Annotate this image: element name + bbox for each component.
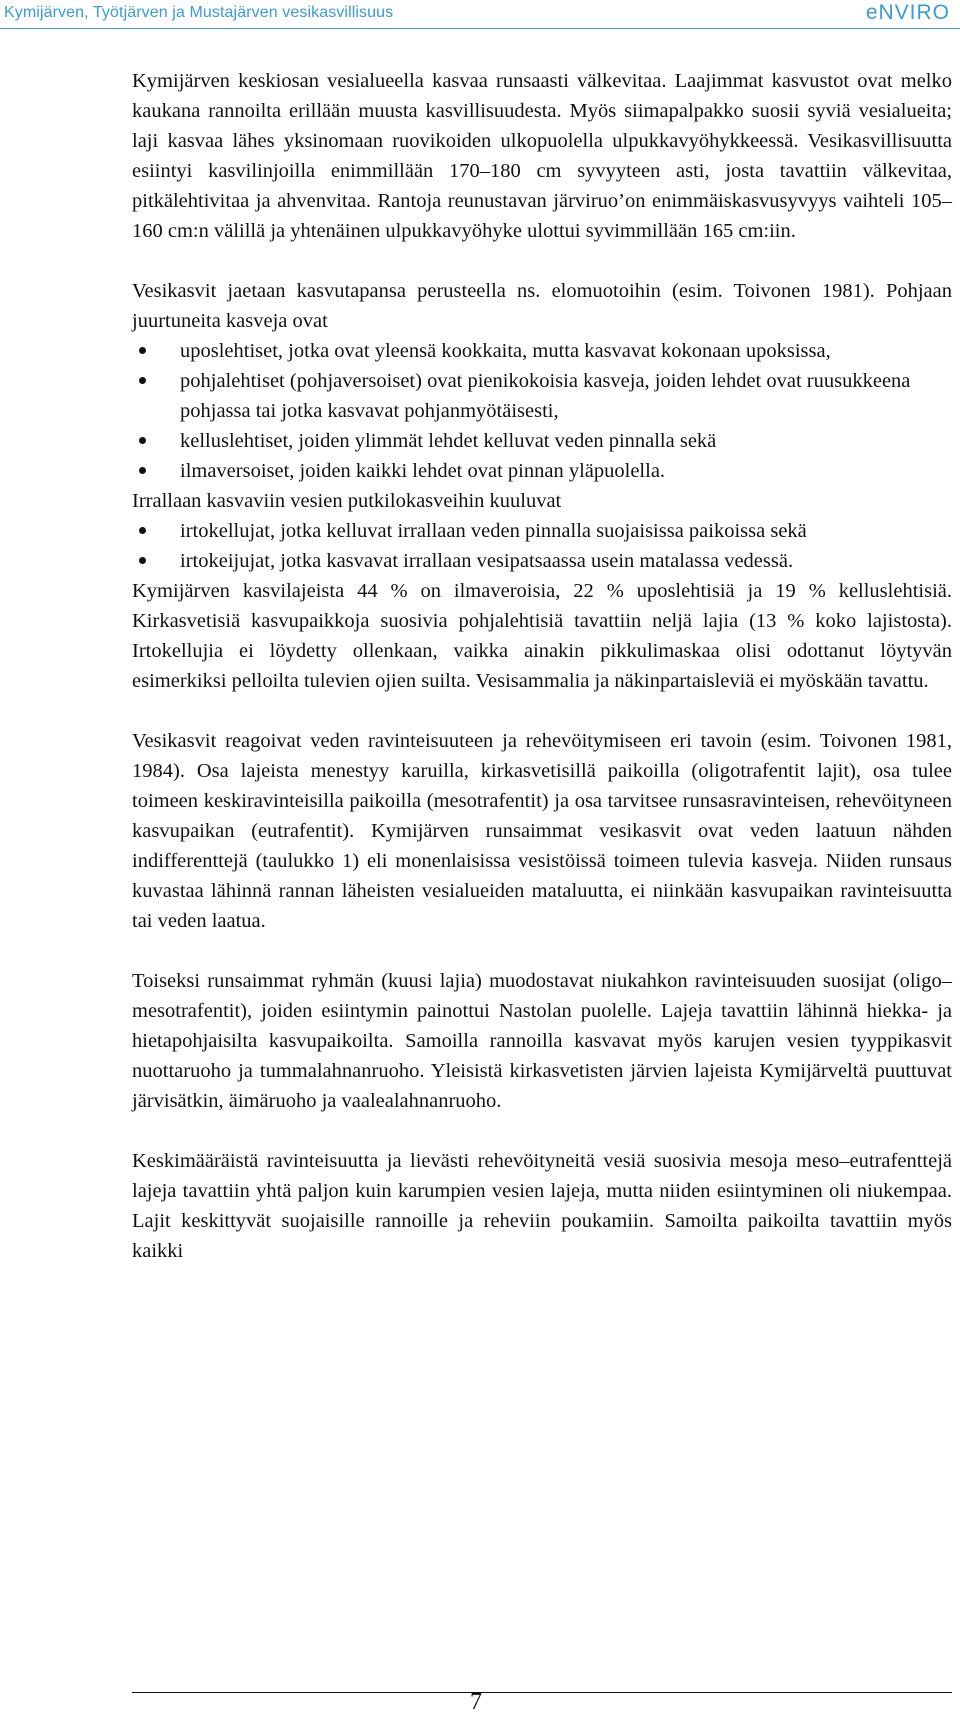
paragraph-1: Kymijärven keskiosan vesialueella kasvaa runsaasti välkevitaa. Laajimmat kasvustot ovat melko kaukana rannoilta erillään muusta kasvillisuudesta. Myös siimapalpakko suosii syviä vesialueita; laji kasvaa lähes yksinomaan ruovikoiden ulkopuolella ulpukkavyöhykkeessä. Vesikasvillisuutta esiintyi kasvilinjoilla enimmillään 170–180 cm syvyyteen asti, josta tavattiin välkevitaa, pitkälehtivitaa ja ahvenvitaa. Rantoja reunustavan järviruo’on enimmäiskasvusyvyys vaihteli 105–160 cm:n välillä ja yhtenäinen ulpukkavyöhyke ulottui syvimmillään 165 cm:iin.	[132, 70, 952, 242]
header-title: Kymijärven, Työtjärven ja Mustajärven vesikasvillisuus	[4, 4, 394, 21]
document-body	[132, 66, 952, 1266]
paragraph-7: Keskimääräistä ravinteisuutta ja lievästi rehevöityneitä vesiä suosivia mesoja meso–eutrafenttejä lajeja tavattiin yhtä paljon kuin karumpien vesien lajeja, mutta niiden esiintyminen oli niukempaa. Lajit keskittyvät suojaisille rannoille ja reheviin poukamiin. Samoilta paikoilta tavattiin myös kaikki	[132, 1150, 952, 1262]
paragraph-6: Toiseksi runsaimmat ryhmän (kuusi lajia) muodostavat niukahkon ravinteisuuden suosijat (oligo–mesotrafentit), joiden esiintymin painottui Nastolan puolelle. Lajeja tavattiin lähinnä hiekka- ja hietapohjaisilta kasvupaikoilta. Samoilla rannoilla kasvavat myös karujen vesien tyyppikasvit nuottaruoho ja tummalahnanruoho. Yleisistä kirkasvetisten järvien lajeista Kymijärveltä puuttuvat järvisätkin, äimäruoho ja vaalealahnanruoho.	[132, 970, 952, 1112]
list-item: pohjalehtiset (pohjaversoiset) ovat pienikokoisia kasveja, joiden lehdet ovat ruusukkeena pohjassa tai jotka kasvavat pohjanmyötäisesti,	[132, 366, 952, 426]
rooted-plants-list	[132, 336, 952, 486]
paragraph-2: Vesikasvit jaetaan kasvutapansa perusteella ns. elomuotoihin (esim. Toivonen 1981). Pohjaan juurtuneita kasveja ovat	[132, 280, 952, 332]
page-number: 7	[470, 1689, 482, 1715]
enviro-logo: eNVIRO	[865, 1, 950, 24]
list-item: ilmaversoiset, joiden kaikki lehdet ovat pinnan yläpuolella.	[132, 456, 952, 486]
footer-divider	[132, 1692, 952, 1693]
list-item: irtokeijujat, jotka kasvavat irrallaan vesipatsaassa usein matalassa vedessä.	[132, 546, 952, 576]
list-item: uposlehtiset, jotka ovat yleensä kookkaita, mutta kasvavat kokonaan upoksissa,	[132, 336, 952, 366]
header-divider	[0, 28, 960, 29]
page-header	[0, 0, 960, 30]
paragraph-5: Vesikasvit reagoivat veden ravinteisuuteen ja rehevöitymiseen eri tavoin (esim. Toivonen 1981, 1984). Osa lajeista menestyy karuilla, kirkasvetisillä paikoilla (oligotrafentit lajit), osa tulee toimeen keskiravinteisilla paikoilla (mesotrafentit) ja osa tarvitsee runsasravinteisen, rehevöityneen kasvupaikan (eutrafentit). Kymijärven runsaimmat vesikasvit ovat veden laatuun nähden indifferenttejä (taulukko 1) eli monenlaisissa vesistöissä toimeen tulevia kasveja. Niiden runsaus kuvastaa lähinnä rannan läheisten vesialueiden mataluutta, ei niinkään kasvupaikan ravinteisuutta tai veden laatua.	[132, 730, 952, 932]
list-item: kelluslehtiset, joiden ylimmät lehdet kelluvat veden pinnalla sekä	[132, 426, 952, 456]
free-floating-list	[132, 516, 952, 576]
list-item: irtokellujat, jotka kelluvat irrallaan veden pinnalla suojaisissa paikoissa sekä	[132, 516, 952, 546]
paragraph-3: Irrallaan kasvaviin vesien putkilokasveihin kuuluvat	[132, 490, 562, 512]
paragraph-4: Kymijärven kasvilajeista 44 % on ilmaveroisia, 22 % uposlehtisiä ja 19 % kelluslehtisiä. Kirkasvetisiä kasvupaikkoja suosivia pohjalehtisiä tavattiin neljä lajia (13 % koko lajistosta). Irtokellujia ei löydetty ollenkaan, vaikka ainakin pikkulimaskaa olisi odottanut löytyvän esimerkiksi pelloilta tulevien ojien suilta. Vesisammalia ja näkinpartaisleviä ei myöskään tavattu.	[132, 580, 952, 692]
